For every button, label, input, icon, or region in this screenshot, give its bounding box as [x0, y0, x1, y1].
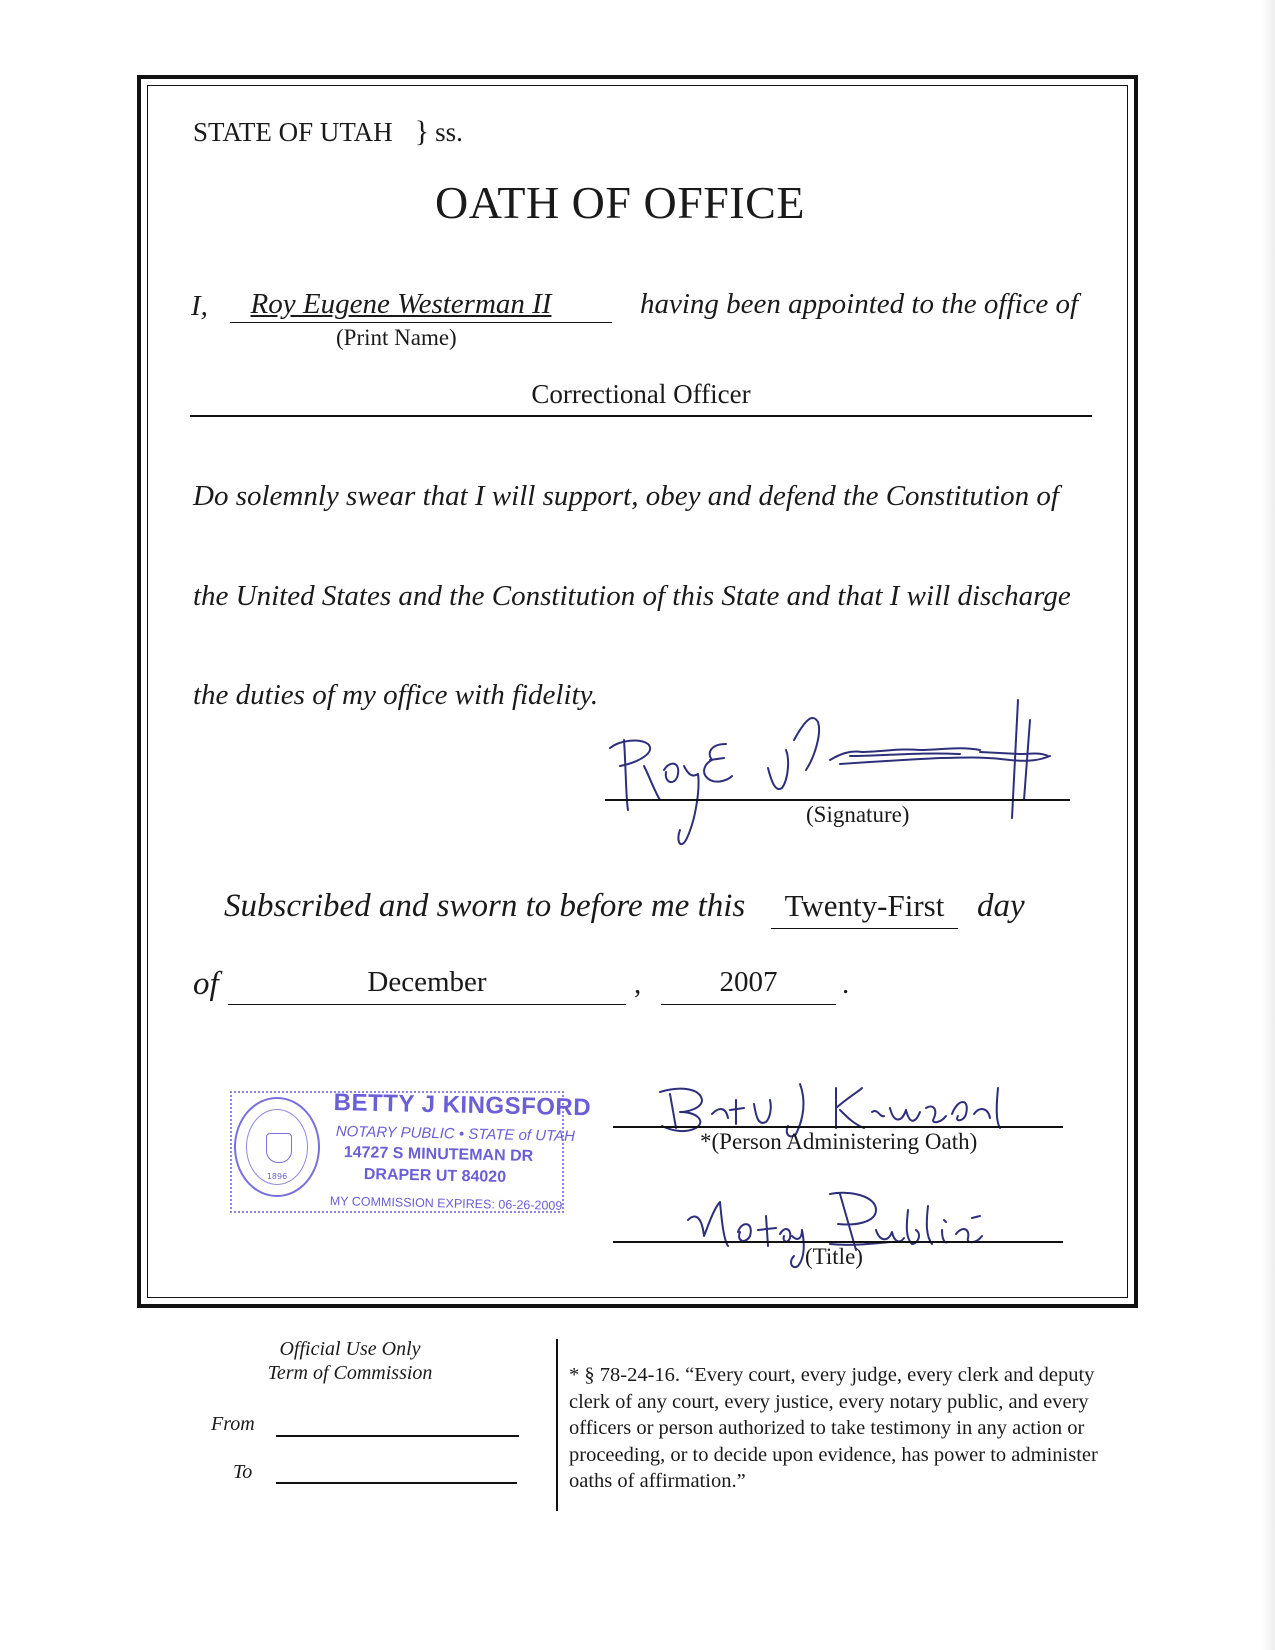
stamp-name: BETTY J KINGSFORD — [333, 1089, 592, 1122]
appointee-signature — [600, 700, 1100, 860]
state-name: STATE OF UTAH — [193, 117, 393, 147]
administrator-line — [613, 1126, 1063, 1128]
to-label: To — [233, 1461, 253, 1483]
brace-glyph: } — [414, 115, 430, 148]
state-header — [193, 115, 463, 149]
year-field: 2007 — [661, 966, 836, 1005]
office-underline — [190, 415, 1092, 417]
oath-line-1: Do solemnly swear that I will support, obey and defend the Constitution of — [193, 480, 1059, 512]
statute-note: * § 78-24-16. “Every court, every judge, every clerk and deputy clerk of any court, every justice, every notary public, and every officers or person authorized to take testimony in any action or proceeding, or to decide upon evidence, has power to administer oaths of affirmation.” — [569, 1364, 1098, 1492]
official-use-heading: Official Use Only — [279, 1338, 421, 1360]
appointee-name: Roy Eugene Westerman II — [250, 288, 552, 320]
signature-caption: (Signature) — [806, 802, 910, 827]
seal-year: 1896 — [266, 1172, 288, 1181]
stamp-role: NOTARY PUBLIC • STATE of UTAH — [335, 1123, 576, 1146]
term-of-commission-heading: Term of Commission — [267, 1362, 433, 1384]
oath-line-3: the duties of my office with fidelity. — [193, 679, 599, 711]
title-line — [613, 1241, 1063, 1243]
print-name-caption: (Print Name) — [336, 325, 457, 350]
signature-line — [605, 799, 1070, 801]
title-caption: (Title) — [805, 1244, 863, 1269]
day-word: day — [977, 888, 1025, 924]
oath-line-2: the United States and the Constitution of this State and that I will discharge — [193, 580, 1071, 612]
date-period: . — [842, 968, 850, 1000]
office-value: Correctional Officer — [531, 379, 751, 409]
eagle-icon — [266, 1133, 292, 1163]
appointed-text: having been appointed to the office of — [640, 288, 1079, 320]
ss-label: ss. — [435, 117, 463, 147]
month-field: December — [228, 966, 626, 1005]
day-field: Twenty-First — [771, 888, 958, 929]
notary-stamp — [226, 1087, 592, 1215]
subscribed-text: Subscribed and sworn to before me this — [224, 888, 746, 924]
footer-divider — [556, 1339, 558, 1511]
title-signature — [680, 1190, 1050, 1270]
stamp-address-2: DRAPER UT 84020 — [363, 1166, 507, 1186]
page-title: OATH OF OFFICE — [435, 177, 805, 228]
i-prefix: I, — [191, 290, 208, 322]
administrator-caption: *(Person Administering Oath) — [700, 1129, 978, 1154]
print-name-field — [230, 288, 612, 323]
stamp-address-1: 14727 S MINUTEMAN DR — [343, 1144, 534, 1165]
stamp-commission: MY COMMISSION EXPIRES: 06-26-2009 — [329, 1194, 563, 1213]
scan-edge — [1261, 0, 1275, 1650]
to-field[interactable] — [276, 1482, 517, 1484]
of-word: of — [193, 966, 219, 1002]
from-label: From — [211, 1413, 255, 1435]
state-seal-icon — [234, 1097, 320, 1197]
from-field[interactable] — [276, 1435, 519, 1437]
date-comma: , — [634, 968, 642, 1000]
